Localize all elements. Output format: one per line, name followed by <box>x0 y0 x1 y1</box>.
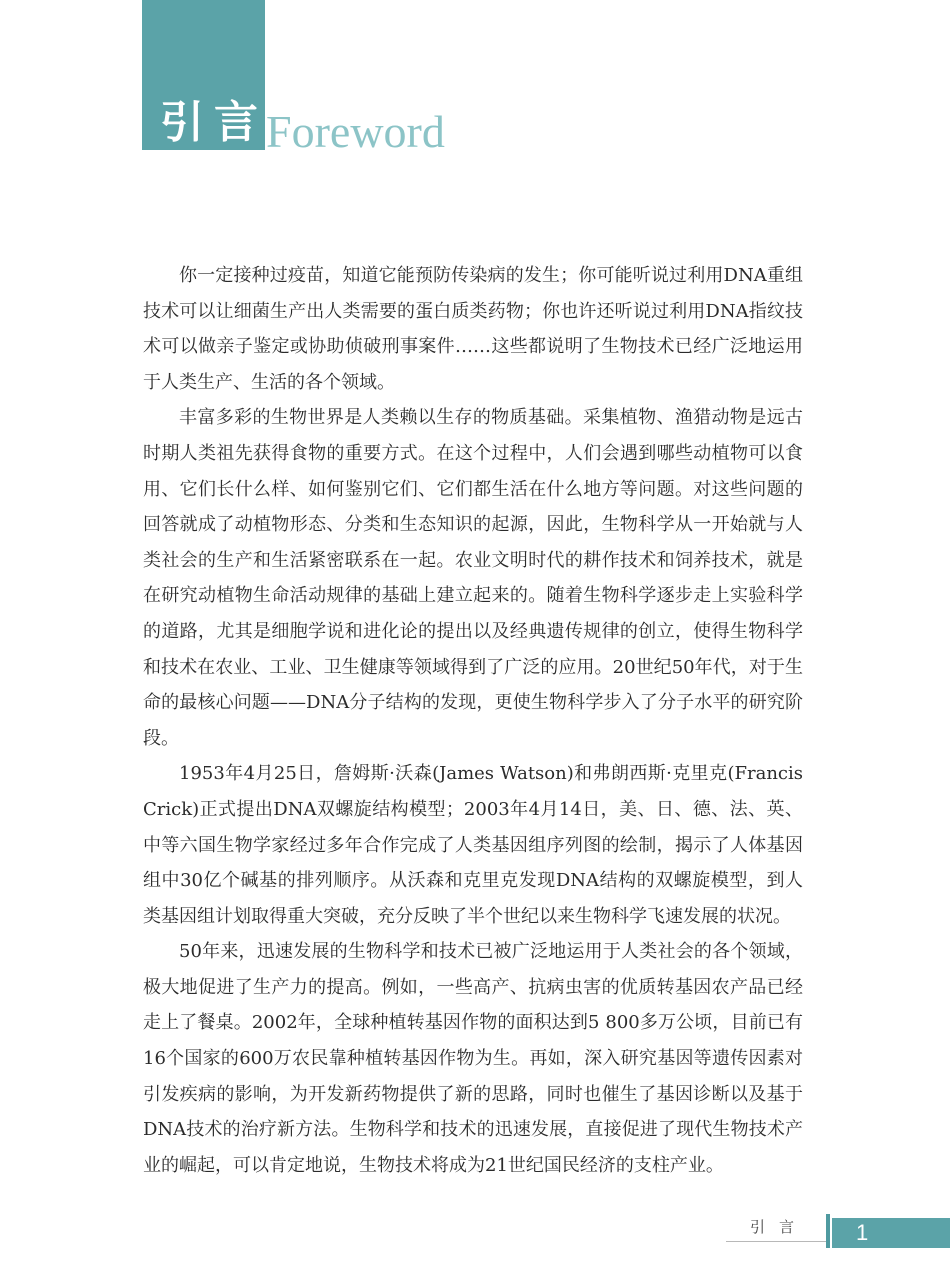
paragraph: 1953年4月25日，詹姆斯·沃森(James Watson)和弗朗西斯·克里克(Francis Crick)正式提出DNA双螺旋结构模型；2003年4月14日，美、日、德、法、英、中等六国生物学家经过多年合作完成了人类基因组序列图的绘制，揭示了人体基因组中30亿个碱基的排列顺序。从沃森和克里克发现DNA结构的双螺旋模型，到人类基因组计划取得重大突破，充分反映了半个世纪以来生物科学飞速发展的状况。 <box>143 763 803 927</box>
page-number: 1 <box>856 1220 869 1245</box>
footer-accent-bar <box>826 1214 830 1248</box>
paragraph: 50年来，迅速发展的生物科学和技术已被广泛地运用于人类社会的各个领域，极大地促进了生产力的提高。例如，一些高产、抗病虫害的优质转基因农产品已经走上了餐桌。2002年，全球种植转基因作物的面积达到5 800多万公顷，目前已有16个国家的600万农民靠种植转基因作物为生。再如，深入研究基因等遗传因素对引发疾病的影响，为开发新药物提供了新的思路，同时也催生了基因诊断以及基于DNA技术的治疗新方法。生物科学和技术的迅速发展，直接促进了现代生物技术产业的崛起，可以肯定地说，生物技术将成为21世纪国民经济的支柱产业。 <box>143 941 803 1176</box>
page-number-tab <box>832 1218 950 1248</box>
paragraph: 你一定接种过疫苗，知道它能预防传染病的发生；你可能听说过利用DNA重组技术可以让细菌生产出人类需要的蛋白质类药物；你也许还听说过利用DNA指纹技术可以做亲子鉴定或协助侦破刑事案件……这些都说明了生物技术已经广泛地运用于人类生产、生活的各个领域。 <box>143 265 803 393</box>
body-text <box>143 258 803 1183</box>
page-title: 引言 <box>160 97 268 148</box>
paragraph: 丰富多彩的生物世界是人类赖以生存的物质基础。采集植物、渔猎动物是远古时期人类祖先获得食物的重要方式。在这个过程中，人们会遇到哪些动植物可以食用、它们长什么样、如何鉴别它们、它们都生活在什么地方等问题。对这些问题的回答就成了动植物形态、分类和生态知识的起源，因此，生物科学从一开始就与人类社会的生产和生活紧密联系在一起。农业文明时代的耕作技术和饲养技术，就是在研究动植物生命活动规律的基础上建立起来的。随着生物科学逐步走上实验科学的道路，尤其是细胞学说和进化论的提出以及经典遗传规律的创立，使得生物科学和技术在农业、工业、卫生健康等领域得到了广泛的应用。20世纪50年代，对于生命的最核心问题——DNA分子结构的发现，更使生物科学步入了分子水平的研究阶段。 <box>143 407 803 749</box>
footer-section-label: 引言 <box>750 1218 809 1236</box>
footer-divider <box>726 1241 828 1242</box>
page-subtitle-english: Foreword <box>266 106 445 157</box>
